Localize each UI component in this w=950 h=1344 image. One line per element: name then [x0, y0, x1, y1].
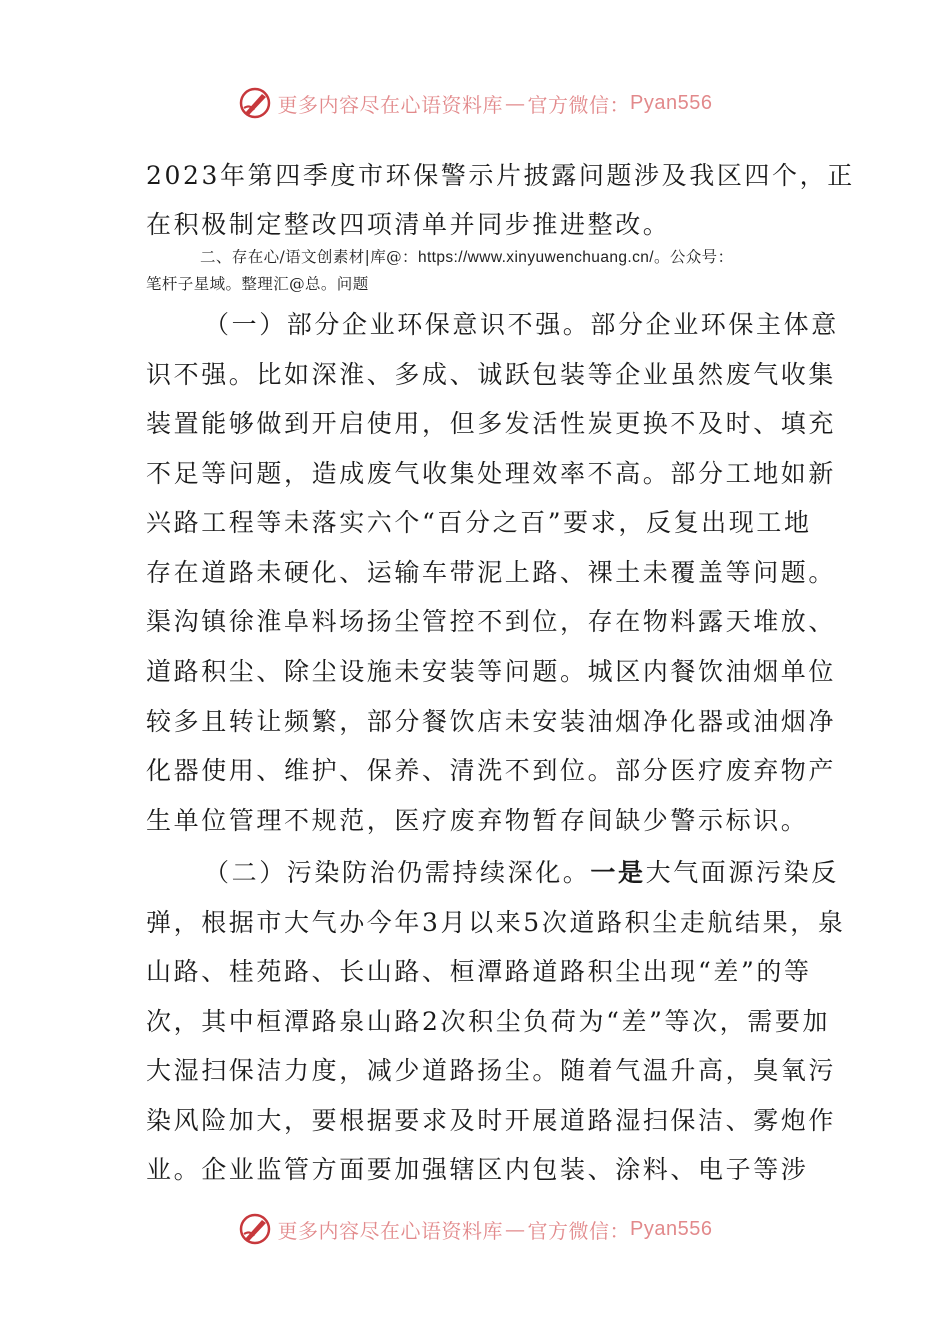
text-line: 2023年第四季度市环保警示片披露问题涉及我区四个，正 — [146, 161, 855, 190]
text-line: 存在道路未硬化、运输车带泥上路、裸土未覆盖等问题。 — [146, 558, 837, 587]
text-line: 不足等问题，造成废气收集处理效率不高。部分工地如新 — [146, 459, 837, 488]
banner-wechat-id: Pyan556 — [630, 1217, 713, 1240]
banner-dash: — — [505, 1217, 526, 1241]
text-line: 大湿扫保洁力度，减少道路扬尘。随着气温升高，臭氧污 — [146, 1056, 837, 1085]
text-line: 渠沟镇徐淮阜料场扬尘管控不到位，存在物料露天堆放、 — [146, 607, 837, 636]
emphasis-text: 一是 — [590, 858, 646, 887]
section-heading-text: 二、存在心/语文创素材|库@： — [200, 248, 418, 266]
banner-wechat-label: 官方微信： — [527, 1218, 631, 1243]
text-line: 兴路工程等未落实六个“百分之百”要求，反复出现工地 — [146, 508, 812, 537]
text-line: 弹，根据市大气办今年3月以来5次道路积尘走航结果，泉 — [146, 908, 846, 937]
pen-logo-icon — [238, 1212, 272, 1246]
pen-logo-icon — [238, 86, 272, 120]
text-line: 生单位管理不规范，医疗废弃物暂存间缺少警示标识。 — [146, 806, 809, 835]
website-link[interactable]: https://www.xinyuwenchuang.cn/ — [417, 249, 654, 266]
text-line: 道路积尘、除尘设施未安装等问题。城区内餐饮油烟单位 — [146, 657, 837, 686]
section-heading-line: 笔杆子星域。整理汇@总。问题 — [146, 275, 369, 293]
text-line: （一）部分企业环保意识不强。部分企业环保主体意 — [204, 310, 839, 339]
text-line: 化器使用、维护、保养、清洗不到位。部分医疗废弃物产 — [146, 756, 837, 785]
section-heading-line — [200, 245, 733, 267]
text-line: 染风险加大，要根据要求及时开展道路湿扫保洁、雾炮作 — [146, 1106, 837, 1135]
banner-dash: — — [505, 91, 526, 115]
text-line: 业。企业监管方面要加强辖区内包装、涂料、电子等涉 — [146, 1155, 809, 1184]
text-line: 较多且转让频繁，部分餐饮店未安装油烟净化器或油烟净 — [146, 707, 837, 736]
banner-title: 更多内容尽在心语资料库 — [277, 1218, 504, 1243]
banner-wechat-label: 官方微信： — [527, 92, 631, 117]
text-line: 装置能够做到开启使用，但多发活性炭更换不及时、填充 — [146, 409, 837, 438]
banner-wechat-id: Pyan556 — [630, 91, 713, 114]
section-heading-text: 。公众号： — [653, 248, 734, 266]
text-line — [204, 853, 839, 889]
text-line: 在积极制定整改四项清单并同步推进整改。 — [146, 210, 671, 239]
text-line: 山路、桂苑路、长山路、桓潭路道路积尘出现“差”的等 — [146, 957, 812, 986]
header-banner — [0, 86, 950, 120]
footer-banner — [0, 1212, 950, 1246]
text-line: 次，其中桓潭路泉山路2次积尘负荷为“差”等次，需要加 — [146, 1007, 831, 1036]
text-segment: （二）污染防治仍需持续深化。 — [204, 858, 591, 887]
banner-title: 更多内容尽在心语资料库 — [277, 92, 504, 117]
text-segment: 大气面源污染反 — [645, 858, 839, 887]
text-line: 识不强。比如深淮、多成、诚跃包装等企业虽然废气收集 — [146, 360, 837, 389]
